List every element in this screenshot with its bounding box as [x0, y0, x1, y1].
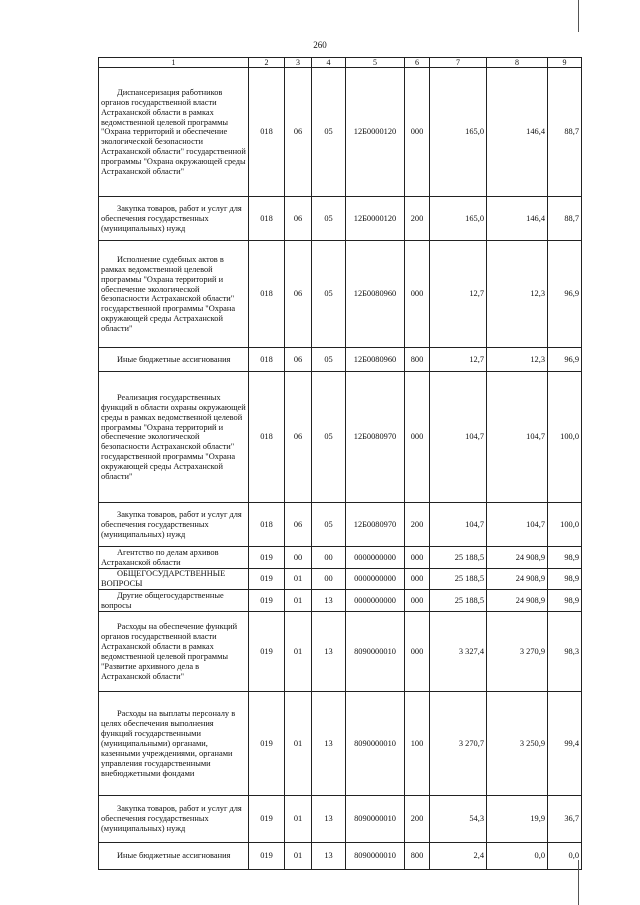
actual-amount: 104,7	[487, 503, 548, 547]
planned-amount: 104,7	[430, 372, 487, 503]
table-row	[99, 692, 582, 796]
subsection-code: 05	[312, 372, 346, 503]
actual-amount: 3 250,9	[487, 692, 548, 796]
column-header: 3	[285, 58, 312, 68]
target-article-code: 12Б0000120	[346, 197, 405, 241]
row-name-cell	[99, 796, 249, 843]
column-header: 5	[346, 58, 405, 68]
row-name-cell	[99, 692, 249, 796]
row-name-cell	[99, 503, 249, 547]
table-row	[99, 241, 582, 348]
planned-amount: 54,3	[430, 796, 487, 843]
section-code: 01	[285, 692, 312, 796]
subsection-code: 00	[312, 569, 346, 590]
section-code: 01	[285, 569, 312, 590]
admin-code: 018	[249, 348, 285, 372]
section-code: 06	[285, 372, 312, 503]
row-name-cell	[99, 612, 249, 692]
section-code: 01	[285, 590, 312, 612]
row-name: Агентство по делам архивов Астраханской области	[101, 548, 219, 567]
subsection-code: 05	[312, 241, 346, 348]
row-name-cell	[99, 197, 249, 241]
actual-amount: 3 270,9	[487, 612, 548, 692]
expense-type-code: 800	[405, 348, 430, 372]
table-row	[99, 843, 582, 870]
row-name: Иные бюджетные ассигнования	[117, 354, 231, 364]
target-article-code: 8090000010	[346, 796, 405, 843]
subsection-code: 05	[312, 348, 346, 372]
column-header: 1	[99, 58, 249, 68]
subsection-code: 05	[312, 68, 346, 197]
table-row	[99, 569, 582, 590]
target-article-code: 12Б0080960	[346, 241, 405, 348]
subsection-code: 13	[312, 612, 346, 692]
planned-amount: 3 327,4	[430, 612, 487, 692]
admin-code: 019	[249, 547, 285, 569]
table-row	[99, 612, 582, 692]
table-row	[99, 68, 582, 197]
execution-percent: 98,3	[548, 612, 582, 692]
expense-type-code: 200	[405, 503, 430, 547]
row-name-cell	[99, 241, 249, 348]
target-article-code: 12Б0080970	[346, 503, 405, 547]
expense-type-code: 000	[405, 68, 430, 197]
planned-amount: 165,0	[430, 197, 487, 241]
row-name: Закупка товаров, работ и услуг для обеспечения государственных (муниципальных) нужд	[101, 204, 242, 233]
row-name: Расходы на обеспечение функций органов государственной власти Астраханской области в рамках ведомственной целевой программы "Развитие архивного дела в Астраханской области"	[101, 622, 238, 681]
subsection-code: 13	[312, 590, 346, 612]
row-name: Закупка товаров, работ и услуг для обеспечения государственных (муниципальных) нужд	[101, 804, 242, 834]
target-article-code: 0000000000	[346, 569, 405, 590]
target-article-code: 8090000010	[346, 843, 405, 870]
table-row	[99, 796, 582, 843]
actual-amount: 24 908,9	[487, 547, 548, 569]
planned-amount: 2,4	[430, 843, 487, 870]
actual-amount: 12,3	[487, 241, 548, 348]
planned-amount: 25 188,5	[430, 590, 487, 612]
row-name-cell	[99, 348, 249, 372]
row-name: Диспансеризация работников органов государственной власти Астраханской области в рамках ведомственной целевой программы "Охрана территорий и обеспечение экологической безопасности Астраханской области" государственной программы "Охрана окружающей среды Астраханской области"	[101, 87, 246, 177]
actual-amount: 146,4	[487, 68, 548, 197]
execution-percent: 88,7	[548, 68, 582, 197]
subsection-code: 13	[312, 843, 346, 870]
row-name: Другие общегосударственные вопросы	[101, 590, 224, 610]
target-article-code: 0000000000	[346, 547, 405, 569]
target-article-code: 12Б0080970	[346, 372, 405, 503]
expense-type-code: 100	[405, 692, 430, 796]
section-code: 00	[285, 547, 312, 569]
planned-amount: 25 188,5	[430, 569, 487, 590]
execution-percent: 99,4	[548, 692, 582, 796]
planned-amount: 12,7	[430, 241, 487, 348]
execution-percent: 88,7	[548, 197, 582, 241]
actual-amount: 146,4	[487, 197, 548, 241]
section-code: 06	[285, 348, 312, 372]
planned-amount: 3 270,7	[430, 692, 487, 796]
table-row	[99, 547, 582, 569]
planned-amount: 12,7	[430, 348, 487, 372]
admin-code: 018	[249, 241, 285, 348]
expense-type-code: 000	[405, 547, 430, 569]
subsection-code: 13	[312, 796, 346, 843]
row-name: Реализация государственных функций в области охраны окружающей среды в рамках ведомственной целевой программы "Охрана территорий и обеспечение экологической безопасности Астраханской области" государственной программы "Охрана окружающей среды Астраханской области"	[101, 392, 246, 482]
target-article-code: 8090000010	[346, 612, 405, 692]
table-row	[99, 372, 582, 503]
table-row	[99, 503, 582, 547]
execution-percent: 100,0	[548, 503, 582, 547]
execution-percent: 98,9	[548, 569, 582, 590]
scan-edge-mark-bottom	[578, 860, 579, 905]
admin-code: 018	[249, 197, 285, 241]
execution-percent: 96,9	[548, 348, 582, 372]
budget-table	[98, 57, 582, 870]
target-article-code: 8090000010	[346, 692, 405, 796]
section-code: 06	[285, 503, 312, 547]
execution-percent: 0,0	[548, 843, 582, 870]
actual-amount: 19,9	[487, 796, 548, 843]
execution-percent: 98,9	[548, 590, 582, 612]
column-header: 8	[487, 58, 548, 68]
expense-type-code: 800	[405, 843, 430, 870]
subsection-code: 05	[312, 197, 346, 241]
admin-code: 019	[249, 692, 285, 796]
table-row	[99, 590, 582, 612]
row-name-cell	[99, 569, 249, 590]
actual-amount: 104,7	[487, 372, 548, 503]
admin-code: 019	[249, 569, 285, 590]
subsection-code: 13	[312, 692, 346, 796]
actual-amount: 24 908,9	[487, 590, 548, 612]
admin-code: 018	[249, 68, 285, 197]
column-header: 9	[548, 58, 582, 68]
section-code: 01	[285, 796, 312, 843]
admin-code: 019	[249, 590, 285, 612]
section-code: 06	[285, 197, 312, 241]
row-name: ОБЩЕГОСУДАРСТВЕННЫЕ ВОПРОСЫ	[101, 569, 226, 589]
row-name-cell	[99, 68, 249, 197]
execution-percent: 96,9	[548, 241, 582, 348]
execution-percent: 100,0	[548, 372, 582, 503]
admin-code: 019	[249, 612, 285, 692]
section-code: 06	[285, 68, 312, 197]
expense-type-code: 200	[405, 197, 430, 241]
target-article-code: 12Б0080960	[346, 348, 405, 372]
expense-type-code: 000	[405, 590, 430, 612]
section-code: 01	[285, 612, 312, 692]
planned-amount: 25 188,5	[430, 547, 487, 569]
expense-type-code: 000	[405, 372, 430, 503]
admin-code: 019	[249, 843, 285, 870]
execution-percent: 36,7	[548, 796, 582, 843]
expense-type-code: 200	[405, 796, 430, 843]
row-name: Исполнение судебных актов в рамках ведомственной целевой программы "Охрана территорий и обеспечение экологической безопасности Астраханской области" государственной программы "Охрана окружающей среды Астраханской области"	[101, 254, 236, 334]
expense-type-code: 000	[405, 612, 430, 692]
table-header-row	[99, 58, 582, 68]
column-header: 7	[430, 58, 487, 68]
section-code: 01	[285, 843, 312, 870]
actual-amount: 24 908,9	[487, 569, 548, 590]
expense-type-code: 000	[405, 569, 430, 590]
expense-type-code: 000	[405, 241, 430, 348]
column-header: 6	[405, 58, 430, 68]
planned-amount: 165,0	[430, 68, 487, 197]
row-name-cell	[99, 372, 249, 503]
subsection-code: 00	[312, 547, 346, 569]
admin-code: 018	[249, 372, 285, 503]
column-header: 4	[312, 58, 346, 68]
actual-amount: 12,3	[487, 348, 548, 372]
admin-code: 019	[249, 796, 285, 843]
target-article-code: 0000000000	[346, 590, 405, 612]
table-row	[99, 348, 582, 372]
target-article-code: 12Б0000120	[346, 68, 405, 197]
admin-code: 018	[249, 503, 285, 547]
row-name-cell	[99, 843, 249, 870]
scan-edge-mark-top	[578, 0, 579, 32]
section-code: 06	[285, 241, 312, 348]
actual-amount: 0,0	[487, 843, 548, 870]
row-name: Закупка товаров, работ и услуг для обеспечения государственных (муниципальных) нужд	[101, 510, 242, 539]
row-name: Иные бюджетные ассигнования	[117, 851, 231, 861]
planned-amount: 104,7	[430, 503, 487, 547]
row-name-cell	[99, 547, 249, 569]
table-row	[99, 197, 582, 241]
execution-percent: 98,9	[548, 547, 582, 569]
page-number: 260	[313, 40, 327, 50]
column-header: 2	[249, 58, 285, 68]
row-name: Расходы на выплаты персоналу в целях обеспечения выполнения функций государственными (муниципальными) органами, казенными учреждениями, органами управления государственными внебюджетными фондами	[101, 709, 236, 778]
subsection-code: 05	[312, 503, 346, 547]
row-name-cell	[99, 590, 249, 612]
